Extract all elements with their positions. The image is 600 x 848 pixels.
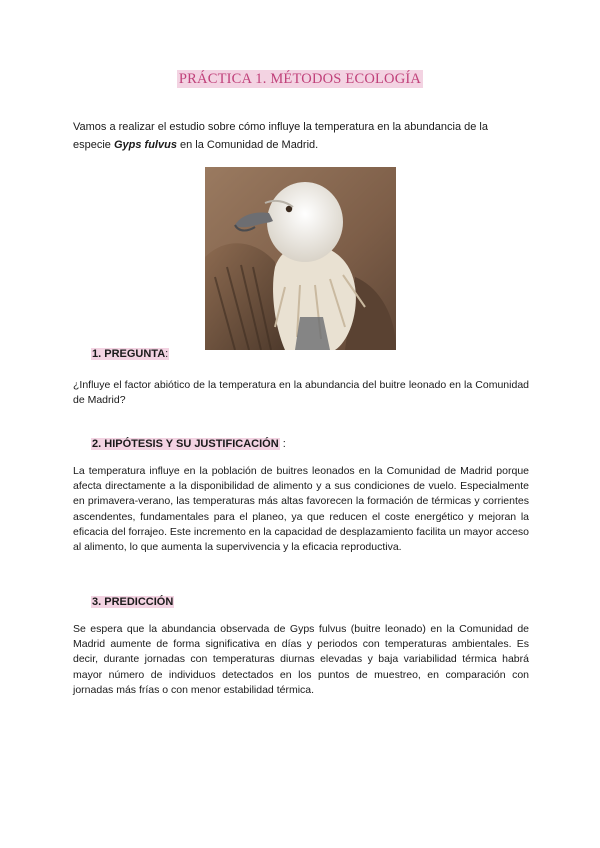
intro-suffix: en la Comunidad de Madrid. [180, 139, 319, 151]
section-heading-text: HIPÓTESIS Y SU JUSTIFICACIÓN [104, 438, 279, 450]
section-text-prediccion: Se espera que la abundancia observada de Gyps fulvus (buitre leonado) en la Comunidad de Madrid aumente de forma significativa en días y periodos con temperaturas ambientales. Es decir, durante jornadas con temperaturas diurnas elevadas y baja variabilidad térmica habrá mayor número de individuos detectados en los puntos de muestreo, en comparación con jornadas más frías o con menor estabilidad térmica. [73, 623, 529, 696]
section-heading-text: PREGUNTA [104, 348, 166, 360]
section-heading-hipotesis [91, 438, 286, 450]
section-heading-colon: : [165, 348, 169, 360]
section-heading-hipotesis-highlight [91, 438, 280, 450]
vulture-photo [205, 167, 396, 350]
section-heading-text: PREDICCIÓN [104, 596, 174, 608]
section-heading-colon: : [282, 438, 286, 450]
section-number: 3. [92, 596, 102, 608]
section-number: 1. [92, 348, 102, 360]
section-text-pregunta: ¿Influye el factor abiótico de la temperatura en la abundancia del buitre leonado en la Comunidad de Madrid? [73, 379, 529, 407]
section-text-hipotesis: La temperatura influye en la población de buitres leonados en la Comunidad de Madrid porque afecta directamente a la disponibilidad de alimento y a sus condiciones de vuelo. Especialmente en primavera-verano, las temperaturas más altas favorecen la formación de térmicas y corrientes ascendentes, fundamentales para el planeo, ya que reducen el coste energético y mejoran la eficacia del forrajeo. Este incremento en la capacidad de desplazamiento facilita un mayor acceso al alimento, lo que aumenta la supervivencia y la eficacia reproductiva. [73, 465, 529, 554]
page-title [0, 70, 600, 88]
section-heading-prediccion [91, 596, 174, 608]
intro-prefix: especie [73, 139, 111, 151]
section-number: 2. [92, 438, 102, 450]
intro-paragraph [73, 118, 533, 154]
page-title-text: PRÁCTICA 1. MÉTODOS ECOLOGÍA [178, 71, 422, 87]
section-heading-pregunta-highlight [91, 348, 169, 360]
species-name: Gyps fulvus [113, 139, 177, 151]
intro-line-1: Vamos a realizar el estudio sobre cómo influye la temperatura en la abundancia de la [73, 121, 488, 133]
section-heading-pregunta [91, 348, 169, 360]
section-heading-prediccion-highlight [91, 596, 174, 608]
